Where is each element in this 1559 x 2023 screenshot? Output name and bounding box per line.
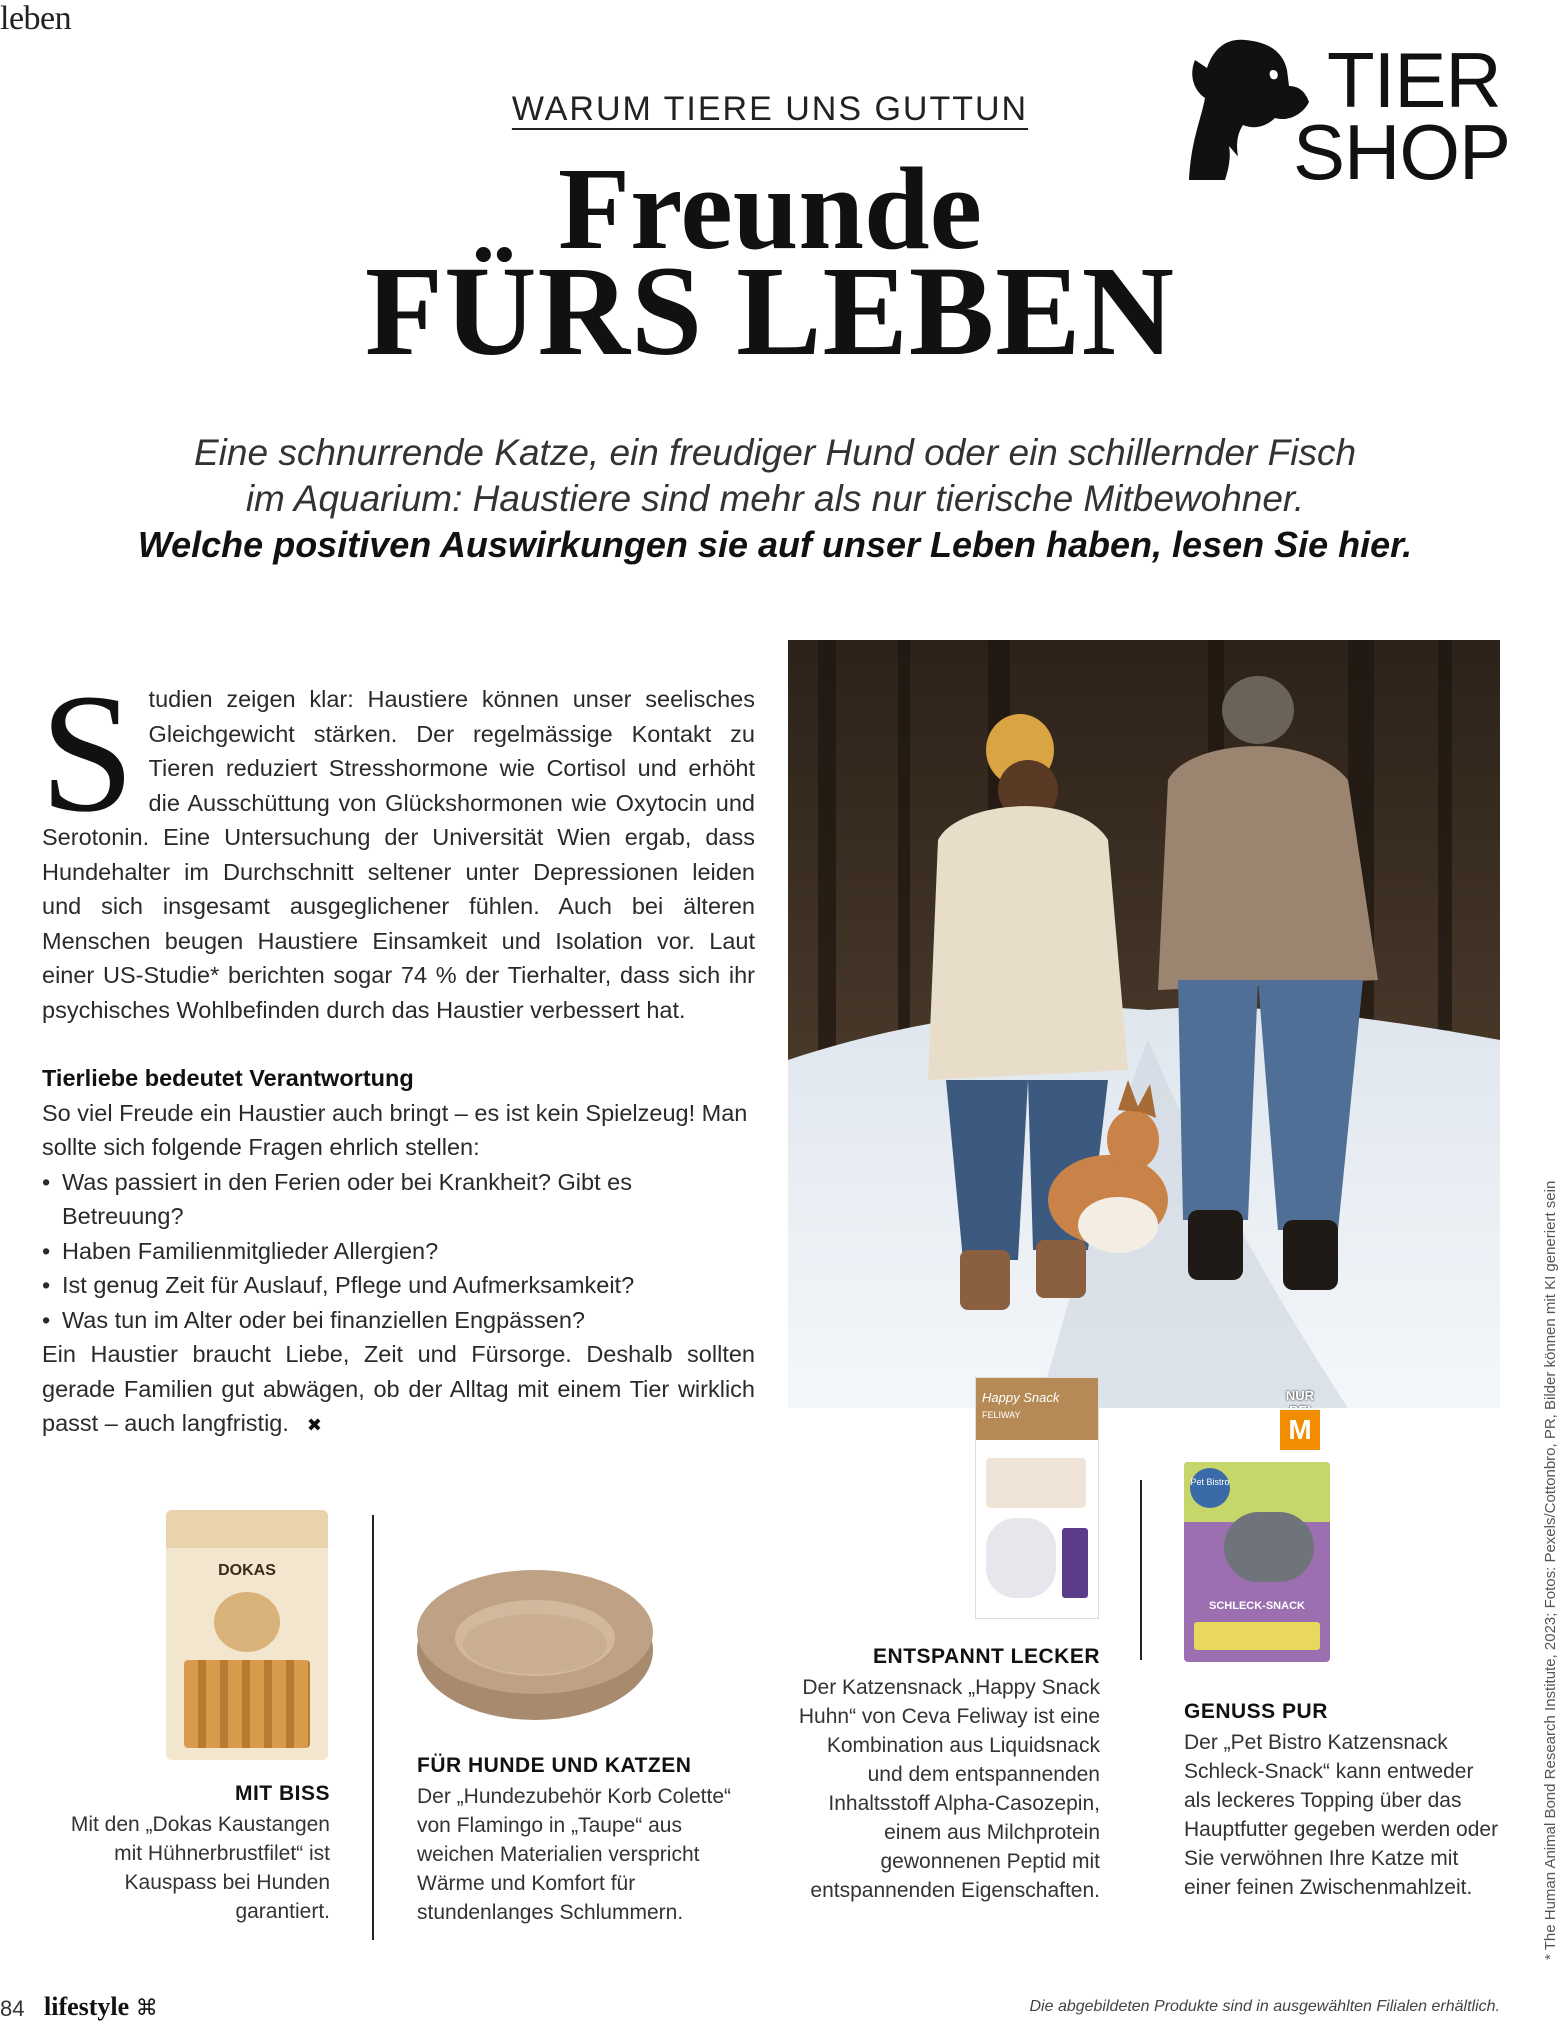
dokas-pack-label: DOKAS	[218, 1562, 276, 1579]
product-title-genuss-pur: GENUSS PUR	[1184, 1700, 1328, 1723]
column-divider	[372, 1515, 374, 1940]
dokas-product-image	[166, 1510, 328, 1760]
product-title-mit-biss: MIT BISS	[234, 1782, 330, 1805]
end-mark-icon: ✖	[306, 1415, 322, 1435]
pet-bed-product-image	[410, 1540, 660, 1725]
migros-badge-label: NUR	[1285, 1388, 1315, 1403]
chew-sticks-icon	[184, 1660, 310, 1748]
dog-face-icon	[214, 1592, 280, 1652]
couple-walking-dog-photo	[788, 640, 1500, 1408]
paragraph-3	[42, 1337, 755, 1443]
footer-brand-text: lifestyle	[44, 1992, 130, 2021]
happy-snack-pack-label: Happy Snack	[982, 1390, 1060, 1405]
brand-mark-icon: ⌘	[135, 1995, 158, 2020]
logo-text-shop: SHOP	[1293, 108, 1511, 196]
migros-logo-icon: M	[1278, 1408, 1322, 1452]
article-title-line1: Freunde	[558, 143, 982, 274]
article-lead	[60, 430, 1490, 568]
paragraph-1-text: tudien zeigen klar: Haustiere können unser seelisches Gleichgewicht stärken. Der regelmässige Kontakt zu Tieren reduziert Stresshormone wie Cortisol und erhöht die Ausschüttung von Glückshormonen wie Oxytocin und Serotonin. Eine Untersuchung der Universität Wien ergab, dass Hundehalter im Durchschnitt seltener unter Depressionen leiden und sich insgesamt ausgeglichener fühlen. Auch bei älteren Menschen beugen Haustiere Einsamkeit und Isolation vor. Laut einer US-Studie* berichten sogar 74 % der Tierhalter, dass sich ihr psychisches Wohlbefinden durch das Haustier verbessert hat.	[42, 686, 755, 1023]
product-text-entspannt-lecker: Der Katzensnack „Happy Snack Huhn“ von Ceva Feliway ist eine Kombination aus Liquidsnack und dem entspannenden Inhaltsstoff Alpha-Casozepin, einem aus Milchprotein gewonnenen Peptid mit entspannenden Eigenschaften.	[798, 1676, 1100, 1902]
subheading: Tierliebe bedeutet Verantwortung	[42, 1065, 414, 1091]
article-title-line2: FÜRS LEBEN	[364, 240, 1176, 382]
drop-cap: S	[40, 659, 135, 847]
cat-photo-icon	[1224, 1512, 1314, 1582]
pet-bistro-pack-sub: SCHLECK-SNACK	[1209, 1600, 1305, 1612]
page-number: 84	[0, 1996, 25, 2021]
column-divider	[1140, 1480, 1142, 1660]
paragraph-2: So viel Freude ein Haustier auch bringt – es ist kein Spielzeug! Man sollte sich folgende Fragen ehrlich stellen:	[42, 1099, 748, 1160]
happy-snack-product-image	[976, 1378, 1098, 1618]
lead-line-2: im Aquarium: Haustiere sind mehr als nur tierische Mitbewohner.	[245, 478, 1305, 519]
product-text-fuer-hunde-und-katzen: Der „Hundezubehör Korb Colette“ von Flamingo in „Taupe“ aus weichen Materialien verspricht Wärme und Komfort für stundenlanges Schlummern.	[417, 1785, 731, 1924]
section-tag: leben	[0, 0, 72, 37]
lead-line-3: Welche positiven Auswirkungen sie auf unser Leben haben, lesen Sie hier.	[137, 524, 1413, 565]
product-title-fuer-hunde-und-katzen: FÜR HUNDE UND KATZEN	[417, 1754, 692, 1777]
list-item: • Haben Familienmitglieder Allergien?	[42, 1234, 755, 1269]
product-text-genuss-pur: Der „Pet Bistro Katzensnack Schleck-Snack“ kann entweder als leckeres Topping über das Hauptfutter gegeben werden oder Sie verwöhnen Ihre Katze mit einer feinen Zwischenmahlzeit.	[1184, 1731, 1499, 1899]
product-title-entspannt-lecker: ENTSPANNT LECKER	[873, 1645, 1100, 1668]
tier-shop-logo	[1185, 30, 1515, 200]
pet-bistro-pack-label: Pet Bistro	[1190, 1468, 1230, 1508]
pet-bistro-product-image	[1184, 1462, 1330, 1662]
happy-snack-pack-sub: FELIWAY	[982, 1410, 1021, 1420]
photo-credit	[1520, 1040, 1559, 1960]
list-item: • Was tun im Alter oder bei finanziellen Engpässen?	[42, 1303, 755, 1338]
article-kicker: WARUM TIERE UNS GUTTUN	[511, 90, 1029, 128]
photo-credit-text: * The Human Animal Bond Research Institute, 2023; Fotos: Pexels/Cottonbro, PR, Bilder können mit KI generiert sein	[1542, 1180, 1559, 1960]
list-item: • Was passiert in den Ferien oder bei Krankheit? Gibt es Betreuung?	[42, 1165, 755, 1234]
cat-photo-icon	[986, 1518, 1056, 1598]
lead-line-1: Eine schnurrende Katze, ein freudiger Hund oder ein schillernder Fisch	[193, 432, 1357, 473]
paragraph-1	[40, 659, 755, 1027]
logo-text-tier: TIER	[1327, 36, 1501, 124]
footer-brand	[44, 1992, 158, 2022]
paragraph-3-text: Ein Haustier braucht Liebe, Zeit und Fürsorge. Deshalb sollten gerade Familien gut abwägen, ob der Alltag mit einem Tier wirklich passt – auch langfristig.	[42, 1341, 755, 1436]
list-item: • Ist genug Zeit für Auslauf, Pflege und Aufmerksamkeit?	[42, 1268, 755, 1303]
product-text-mit-biss: Mit den „Dokas Kaustangen mit Hühnerbrustfilet“ ist Kauspass bei Hunden garantiert.	[70, 1813, 330, 1923]
question-list	[42, 1165, 755, 1338]
article-body	[40, 659, 755, 1443]
footer-note: Die abgebildeten Produkte sind in ausgewählten Filialen erhältlich.	[1029, 1998, 1500, 2015]
